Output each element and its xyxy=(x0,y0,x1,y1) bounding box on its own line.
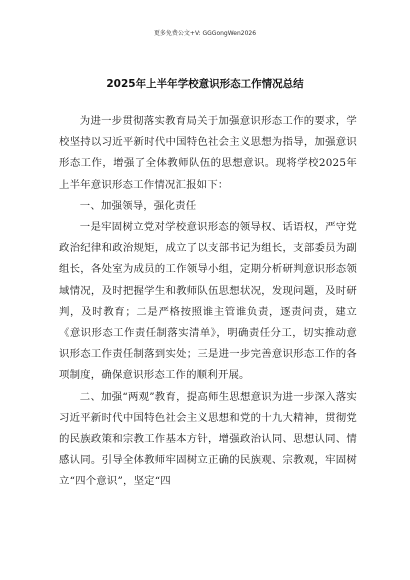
header-note: 更多免费公文+V: GGGongWen2026 xyxy=(153,30,257,37)
section-1-paragraph: 一是牢固树立党对学校意识形态的领导权、话语权，严守党政治纪律和政治规矩，成立了以支部书记为组长，支部委员为副组长，各处室为成员的工作领导小组，定期分析研判意识形态领域情况，及时把握学生和教师队伍思想状况，发现问题，及时研判，及时教育；二是严格按照谁主管谁负责，逐责问责，建立《意识形态工作责任制落实清单》，明确责任分工，切实推动意识形态工作责任制落到实处；三是进一步完善意识形态工作的各项制度，确保意识形态工作的顺利开展。 xyxy=(59,221,357,382)
document-body xyxy=(59,111,357,493)
section-heading-1: 一、加强领导，强化责任 xyxy=(79,199,197,212)
section-2-paragraph: 二、加强“两观”教育，提高师生思想意识为进一步深入落实习近平新时代中国特色社会主义思想和党的十九大精神，贯彻党的民族政策和宗教工作基本方针，增强政治认同、思想认同、情感认同。引导全体教师牢固树立正确的民族观、宗教观，牢固树立“四个意识”，坚定“四 xyxy=(59,390,357,488)
intro-paragraph: 为进一步贯彻落实教育局关于加强意识形态工作的要求，学校坚持以习近平新时代中国特色社会主义思想为指导，加强意识形态工作，增强了全体教师队伍的思想意识。现将学校2025年上半年意识形态工作情况汇报如下： xyxy=(59,115,357,191)
document-title: 2025年上半年学校意识形态工作情况总结 xyxy=(106,78,304,90)
